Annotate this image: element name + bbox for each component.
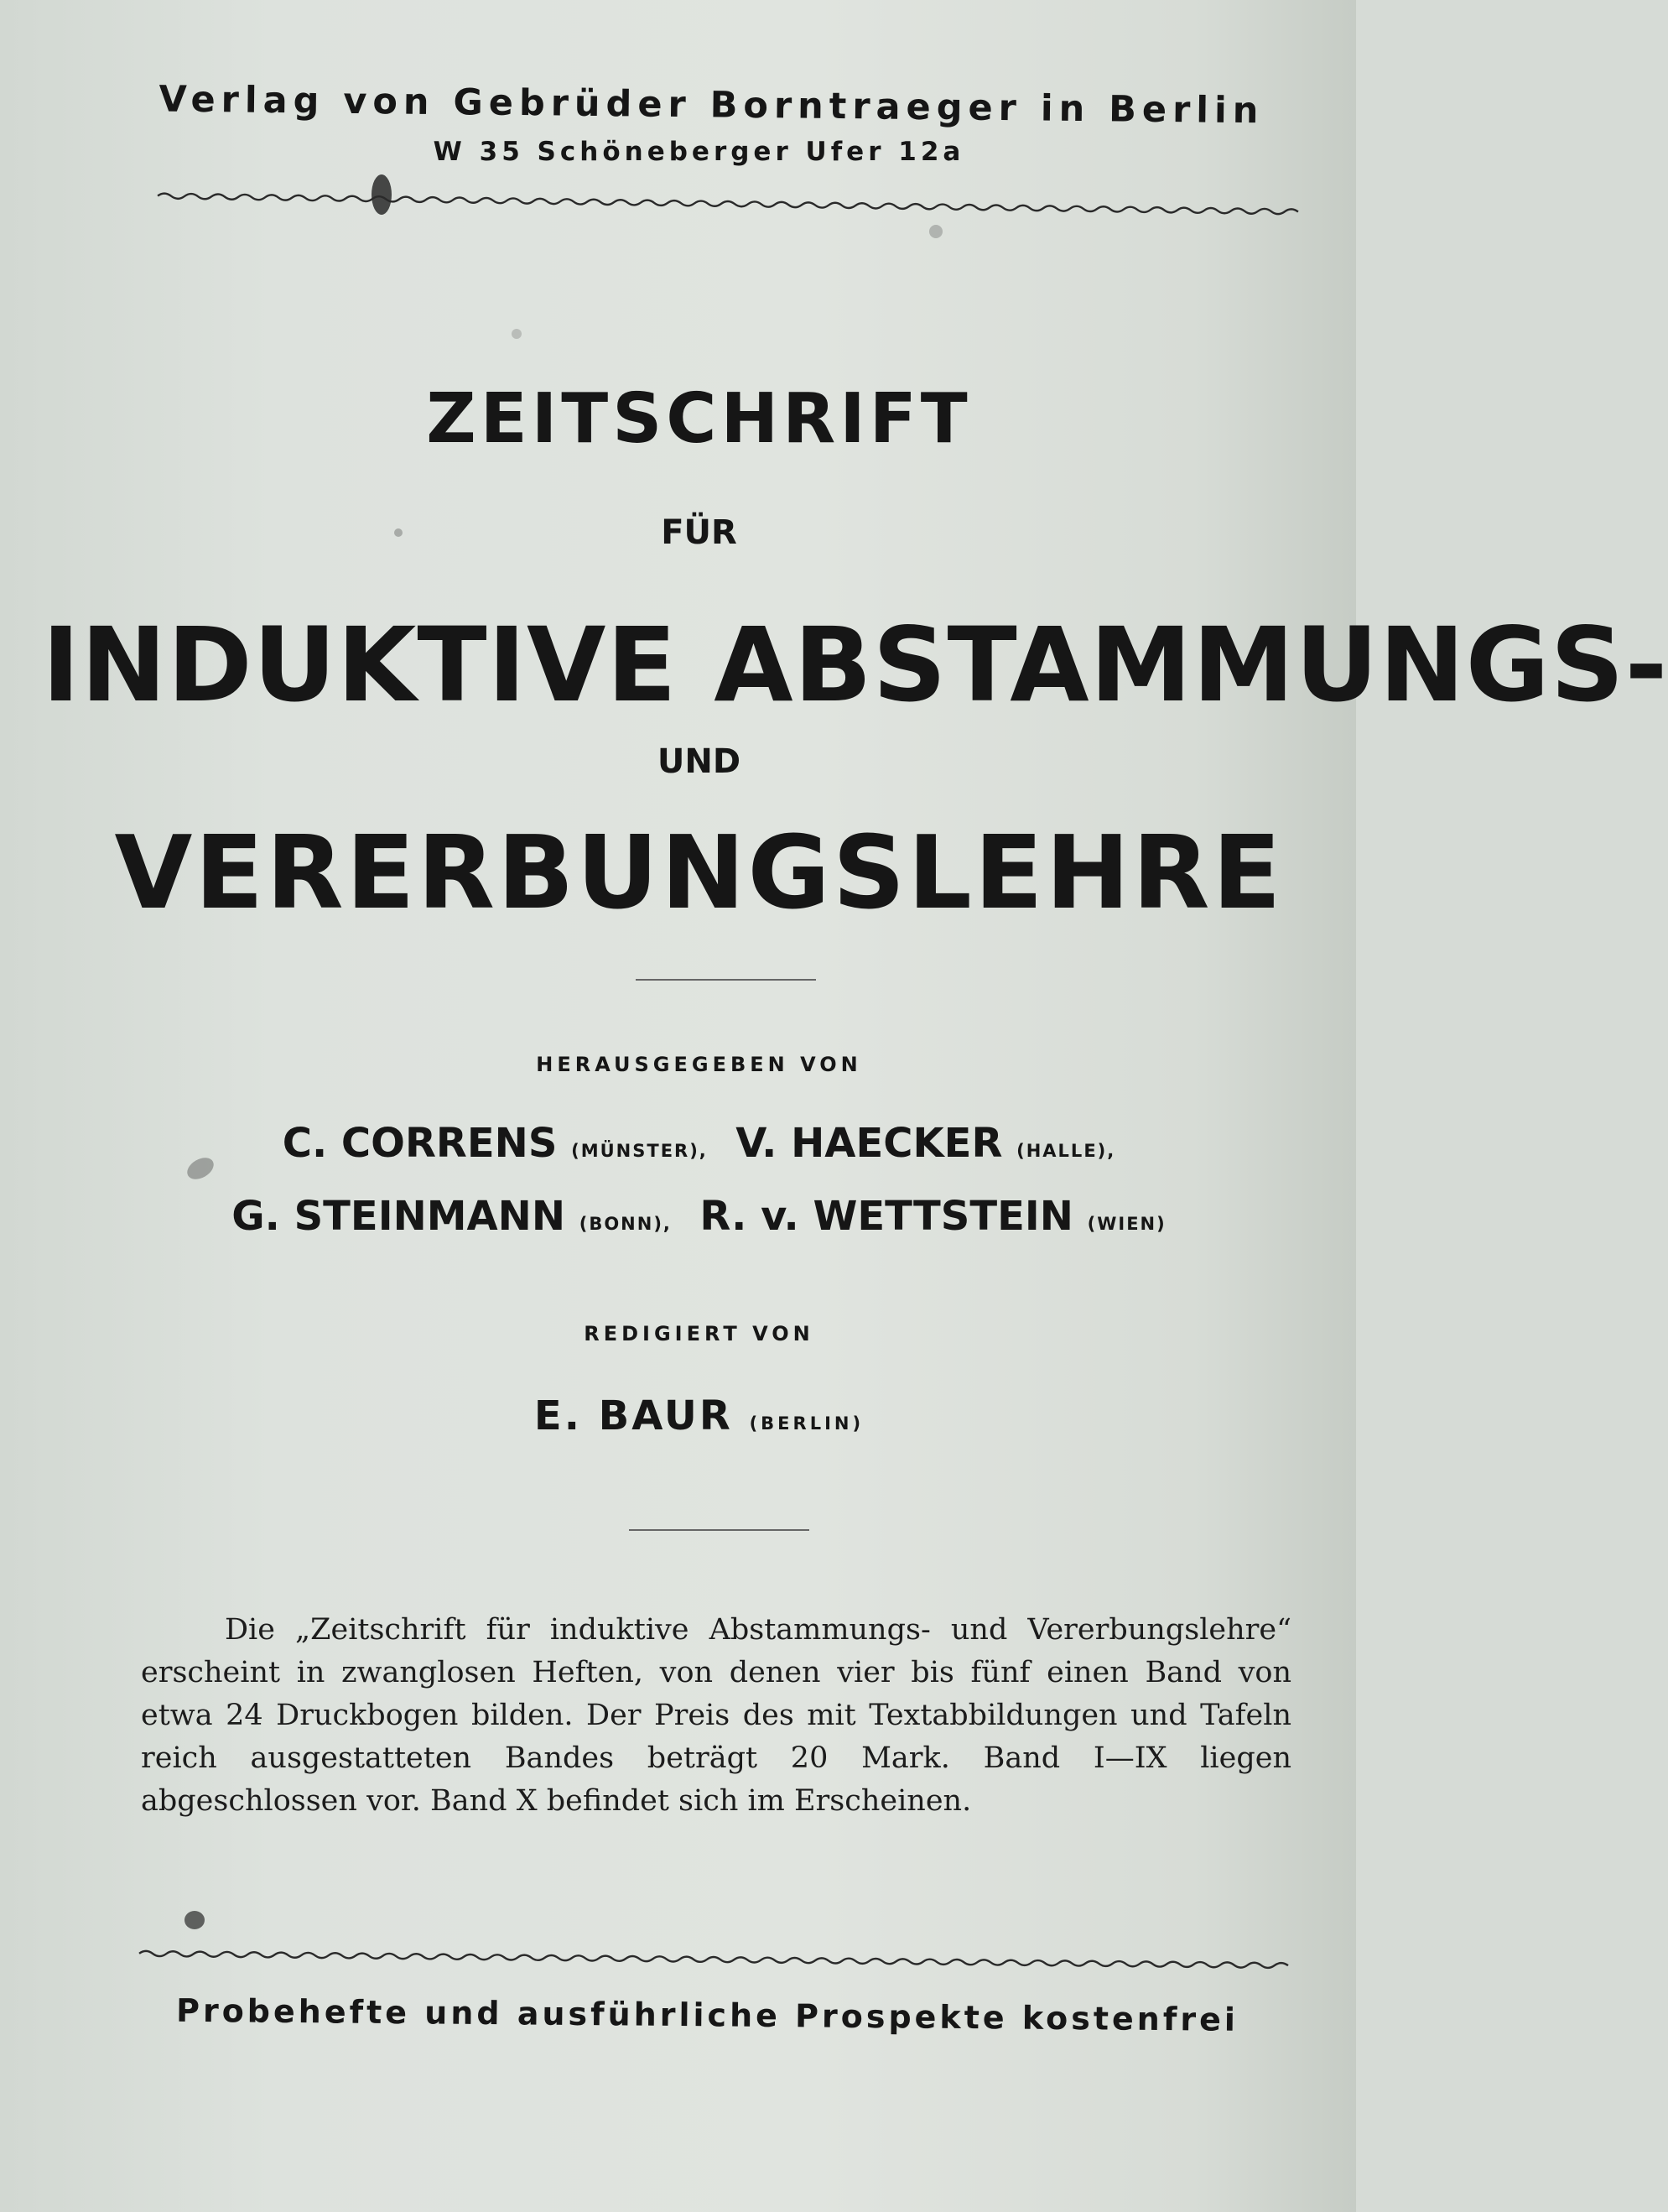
footer-note: Probehefte und ausführliche Prospekte kostenfrei bbox=[175, 1991, 1239, 2038]
ink-stain bbox=[929, 225, 943, 238]
editor-name: C. CORRENS bbox=[282, 1120, 558, 1167]
publisher-name: Verlag von Gebrüder Borntraeger in Berlin bbox=[158, 78, 1265, 133]
ink-stain bbox=[512, 329, 522, 339]
editor-place: (WIEN) bbox=[1087, 1214, 1167, 1234]
editors-row-1 bbox=[0, 1120, 1356, 1167]
editor-place: (HALLE), bbox=[1016, 1141, 1116, 1161]
journal-title-line2: FÜR bbox=[661, 513, 737, 552]
redactor-place: (BERLIN) bbox=[749, 1413, 865, 1434]
editor-name: R. v. WETTSTEIN bbox=[699, 1193, 1073, 1240]
redactor-row bbox=[0, 1392, 1356, 1439]
divider-rule bbox=[629, 1529, 809, 1531]
journal-title-line4: UND bbox=[657, 742, 741, 781]
publisher-address: W 35 Schöneberger Ufer 12a bbox=[433, 137, 965, 167]
editor-name: G. STEINMANN bbox=[231, 1193, 565, 1240]
ink-stain bbox=[184, 1911, 205, 1929]
editor-place: (BONN), bbox=[579, 1214, 672, 1234]
redaction-caption: REDIGIERT VON bbox=[584, 1322, 814, 1345]
journal-title-line3: INDUKTIVE ABSTAMMUNGS- bbox=[42, 606, 1668, 725]
wavy-rule bbox=[158, 186, 1298, 222]
description-paragraph: Die „Zeitschrift für induktive Abstammungs- und Vererbungslehre“ erscheint in zwanglosen Heften, von denen vier bis fünf einen Band von etwa 24 Druckbogen bilden. Der Preis des mit Textabbildungen und Tafeln reich ausgestatteten Bandes beträgt 20 Mark. Band I—IX liegen abgeschlossen vor. Band X befindet sich im Erscheinen. bbox=[141, 1613, 1291, 1818]
editor-place: (MÜNSTER), bbox=[571, 1141, 708, 1161]
editor-name: V. HAECKER bbox=[735, 1120, 1003, 1167]
redactor-name: E. BAUR bbox=[533, 1392, 733, 1439]
journal-title-line1: ZEITSCHRIFT bbox=[426, 379, 972, 459]
journal-title-line5: VERERBUNGSLEHRE bbox=[114, 815, 1284, 932]
divider-rule bbox=[636, 979, 816, 981]
editors-caption: HERAUSGEGEBEN VON bbox=[536, 1053, 862, 1076]
wavy-rule bbox=[139, 1944, 1288, 1975]
editors-row-2 bbox=[0, 1193, 1356, 1240]
